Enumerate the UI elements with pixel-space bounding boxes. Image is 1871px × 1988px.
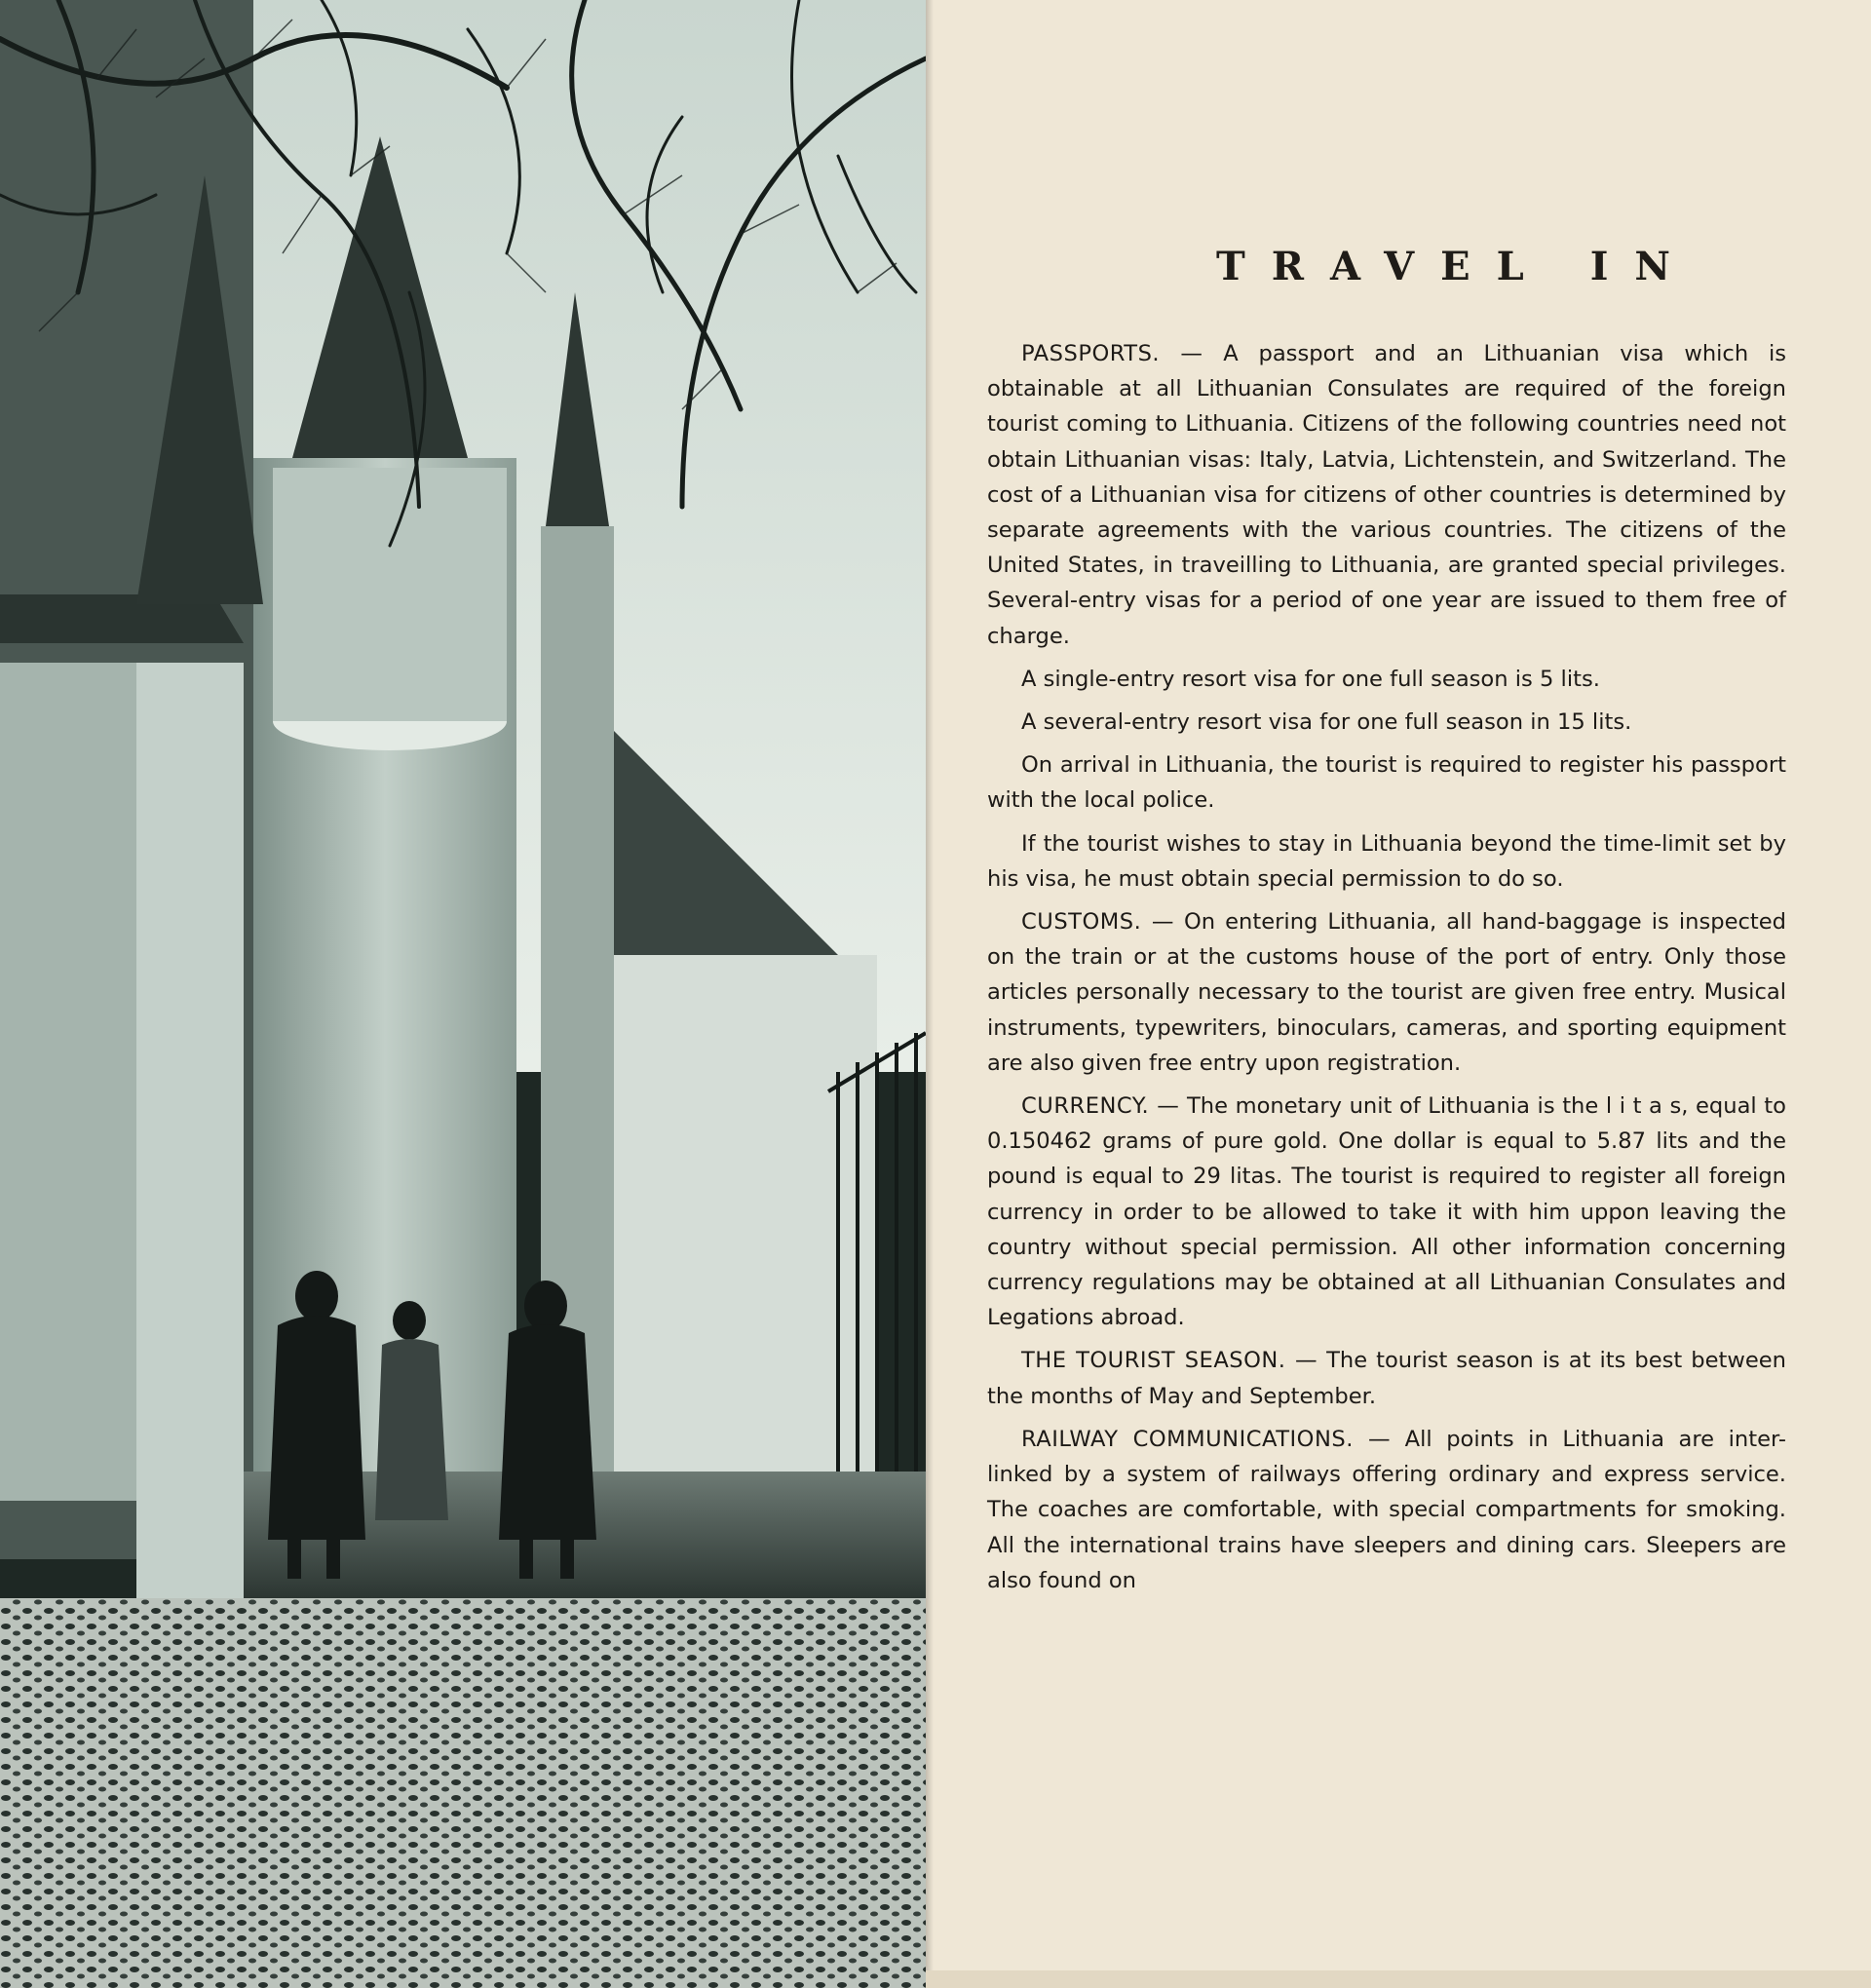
paragraph-passports <box>987 336 1786 654</box>
paragraph-customs <box>987 904 1786 1081</box>
fold-shadow <box>926 0 934 1988</box>
paragraph-single-entry-visa <box>987 662 1786 697</box>
page-heading: TRAVEL IN <box>1216 244 1697 289</box>
paragraph-registration <box>987 747 1786 818</box>
section-lead: THE TOURIST SEASON. — <box>1021 1348 1318 1374</box>
paragraph-text: The tourist season is at its best between the months of May and September. <box>987 1348 1786 1409</box>
paragraph-text: If the tourist wishes to stay in Lithuania beyond the time-limit set by his visa, he must obtain special permission to do so. <box>987 830 1786 892</box>
church-photo-illustration <box>0 0 926 1988</box>
paragraph-text: A several-entry resort visa for one full season in 15 lits. <box>1021 709 1632 736</box>
section-lead: CURRENCY. — <box>1021 1093 1180 1120</box>
section-lead: RAILWAY COMMUNICATIONS. — <box>1021 1426 1392 1452</box>
section-lead: CUSTOMS. — <box>1021 909 1174 936</box>
paragraph-text: The monetary unit of Lithuania is the l i t a s, equal to 0.150462 grams of pure gold. One dollar is equal to 5.87 lits and the pound is equal to 29 litas. The tourist is required to register all foreign currency in order to be allowed to take it with him uppon leaving the country without special permission. All other information concerning currency regulations may be obtained at all Lithuanian Consulates and Legations abroad. <box>987 1093 1786 1331</box>
paragraph-tourist-season <box>987 1343 1786 1413</box>
paragraph-several-entry-visa <box>987 705 1786 740</box>
paragraph-text: A single-entry resort visa for one full season is 5 lits. <box>1021 666 1600 692</box>
paragraph-railway <box>987 1422 1786 1598</box>
paragraph-text: On entering Lithuania, all hand-baggage is inspected on the train or at the customs house of the port of entry. Only those articles personally necessary to the tourist are given free entry. Musical instruments, typewriters, binoculars, cameras, and sporting equipment are also given free entry upon registration. <box>987 909 1786 1076</box>
article-body <box>987 336 1786 1606</box>
paragraph-currency <box>987 1089 1786 1335</box>
church-photo <box>0 0 926 1988</box>
paragraph-text: A passport and an Lithuanian visa which is obtainable at all Lithuanian Consulates are required of the foreign tourist coming to Lithuania. Citizens of the following countries need not obtain Lithuanian visas: Italy, Latvia, Lichtenstein, and Switzerland. The cost of a Lithuanian visa for citizens of other countries is determined by separate agreements with the various countries. The citizens of the United States, in traveilling to Lithuania, are granted special privileges. Several-entry visas for a period of one year are issued to them free of charge. <box>987 341 1786 649</box>
paragraph-stay-extension <box>987 826 1786 897</box>
section-lead: PASSPORTS. — <box>1021 341 1203 366</box>
paragraph-text: All points in Lithuania are inter-linked by a system of railways offering ordinary and express service. The coaches are comfortable, with special compartments for smoking. All the international trains have sleepers and dining cars. Sleepers are also found on <box>987 1426 1787 1593</box>
paragraph-text: On arrival in Lithuania, the tourist is required to register his passport with the local police. <box>987 752 1786 814</box>
page-bottom-edge <box>926 1970 1871 1988</box>
